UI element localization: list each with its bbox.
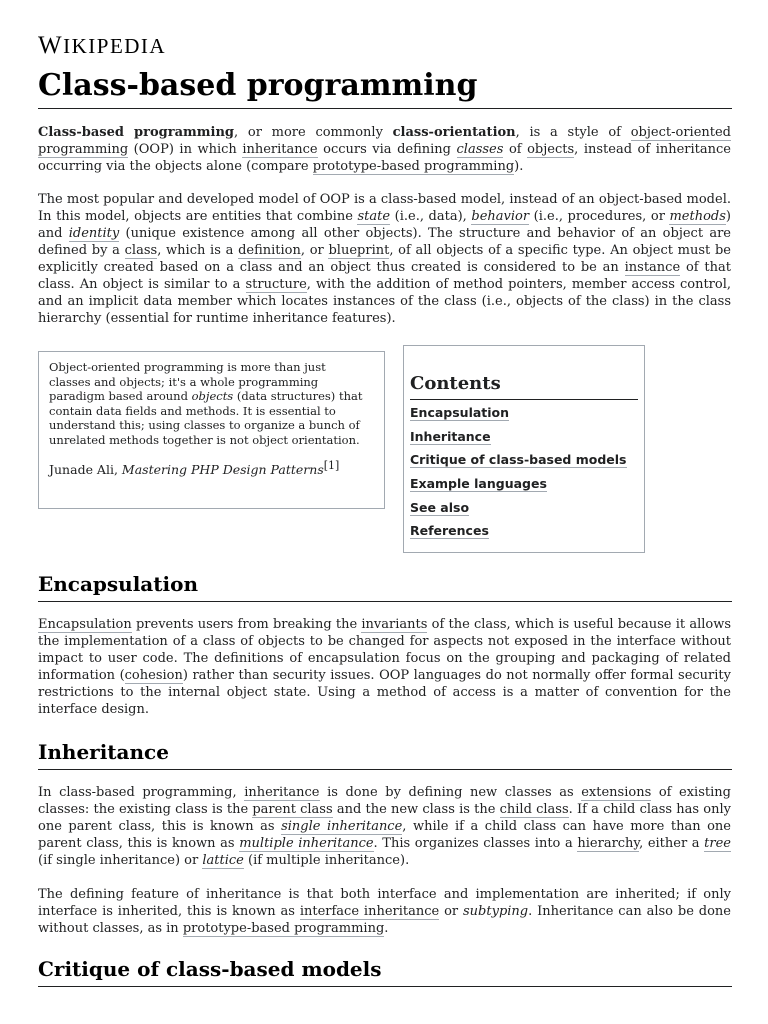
link-definition[interactable]: definition	[238, 243, 301, 258]
link-inheritance-2[interactable]: inheritance	[244, 785, 320, 800]
link-state[interactable]: state	[357, 209, 391, 224]
link-encapsulation[interactable]: Encapsulation	[38, 617, 132, 632]
link-lattice[interactable]: lattice	[202, 853, 244, 868]
link-prototype-based-programming[interactable]: prototype-based programming	[312, 159, 515, 174]
link-child-class[interactable]: child class	[499, 802, 569, 817]
link-hierarchy[interactable]: hierarchy	[577, 836, 640, 851]
link-tree[interactable]: tree	[704, 836, 731, 851]
link-parent-class[interactable]: parent class	[252, 802, 333, 817]
link-multiple-inheritance[interactable]: multiple inheritance	[239, 836, 374, 851]
link-blueprint[interactable]: blueprint	[328, 243, 390, 258]
link-classes[interactable]: classes	[456, 142, 504, 157]
reference-link[interactable]: [1]	[323, 459, 340, 472]
link-instance[interactable]: instance	[624, 260, 681, 275]
heading-critique: Critique of class-based models	[38, 956, 732, 987]
toc-item-example-languages[interactable]: Example languages	[410, 476, 547, 492]
heading-inheritance: Inheritance	[38, 739, 732, 770]
inheritance-paragraph-1: In class-based programming, inheritance is done by defining new classes as extensions of existing classes: the existing class is the parent class and the new class is the child class. If a child class has only one parent class, this is known as single inheritance, while if a child class can have more than one parent class, this is known as multiple inheritance. This organizes classes into a hierarchy, either a tree (if single inheritance) or lattice (if multiple inheritance).	[38, 785, 731, 868]
link-identity[interactable]: identity	[68, 226, 120, 241]
link-invariants[interactable]: invariants	[361, 617, 428, 632]
link-methods[interactable]: methods	[669, 209, 726, 224]
toc-item-references[interactable]: References	[410, 523, 489, 539]
link-extensions[interactable]: extensions	[581, 785, 652, 800]
wikipedia-wordmark[interactable]: WIKIPEDIA	[38, 32, 167, 59]
encapsulation-paragraph: Encapsulation prevents users from breaking the invariants of the class, which is useful because it allows the implementation of a class of objects to be changed for aspects not exposed in the interface without impact to user code. The definitions of encapsulation focus on the grouping and packaging of related information (cohesion) rather than security issues. OOP languages do not normally offer formal security restrictions to the internal object state. Using a method of access is a matter of convention for the interface design.	[38, 617, 732, 717]
link-inheritance[interactable]: inheritance	[242, 142, 318, 157]
intro-paragraph: Class-based programming, or more commonly class-orientation, is a style of object-oriented programming (OOP) in which inheritance occurs via defining classes of objects, instead of inheritance occurring via the objects alone (compare prototype-based programming).	[38, 125, 731, 174]
toc-item-encapsulation[interactable]: Encapsulation	[410, 405, 510, 420]
quote-attribution: Junade Ali, Mastering PHP Design Patterns[1]	[49, 459, 340, 477]
link-objects[interactable]: objects	[527, 142, 575, 157]
model-paragraph: The most popular and developed model of OOP is a class-based model, instead of an object-based model. In this model, objects are entities that combine state (i.e., data), behavior (i.e., procedures, or methods) and identity (unique existence among all other objects). The structure and behavior of an object are defined by a class, which is a definition, or blueprint, of all objects of a specific type. An object must be explicitly created based on a class and an object thus created is considered to be an instance of that class. An object is similar to a structure, with the addition of method pointers, member access control, and an implicit data member which locates instances of the class (i.e., objects of the class) in the class hierarchy (essential for runtime inheritance features).	[38, 192, 732, 326]
link-behavior[interactable]: behavior	[471, 209, 530, 224]
link-single-inheritance[interactable]: single inheritance	[281, 819, 403, 834]
link-cohesion[interactable]: cohesion	[124, 668, 183, 683]
link-structure[interactable]: structure	[245, 277, 307, 292]
link-prototype-based-programming-2[interactable]: prototype-based programming	[182, 921, 385, 936]
link-class[interactable]: class	[124, 243, 158, 258]
heading-encapsulation: Encapsulation	[38, 571, 732, 602]
toc-item-inheritance[interactable]: Inheritance	[410, 428, 491, 444]
quote-text: Object-oriented programming is more than just classes and objects; it's a whole programming paradigm based around objects (data structures) that contain data fields and methods. It is essential to understand this; using classes to organize a bunch of unrelated methods together is not object orientation.	[49, 360, 363, 447]
toc-item-critique[interactable]: Critique of class-based models	[410, 452, 627, 468]
table-of-contents	[403, 345, 645, 553]
inheritance-paragraph-2: The defining feature of inheritance is that both interface and implementation are inherited; if only interface is inherited, this is known as interface inheritance or subtyping. Inheritance can also be done without classes, as in prototype-based programming.	[38, 887, 731, 936]
link-object-oriented-programming[interactable]: object-oriented programming	[38, 125, 731, 157]
link-interface-inheritance[interactable]: interface inheritance	[299, 904, 440, 919]
toc-item-see-also[interactable]: See also	[410, 499, 470, 515]
page-title: Class-based programming	[38, 66, 732, 109]
quote-box	[38, 351, 385, 509]
toc-heading: Contents	[410, 373, 638, 400]
